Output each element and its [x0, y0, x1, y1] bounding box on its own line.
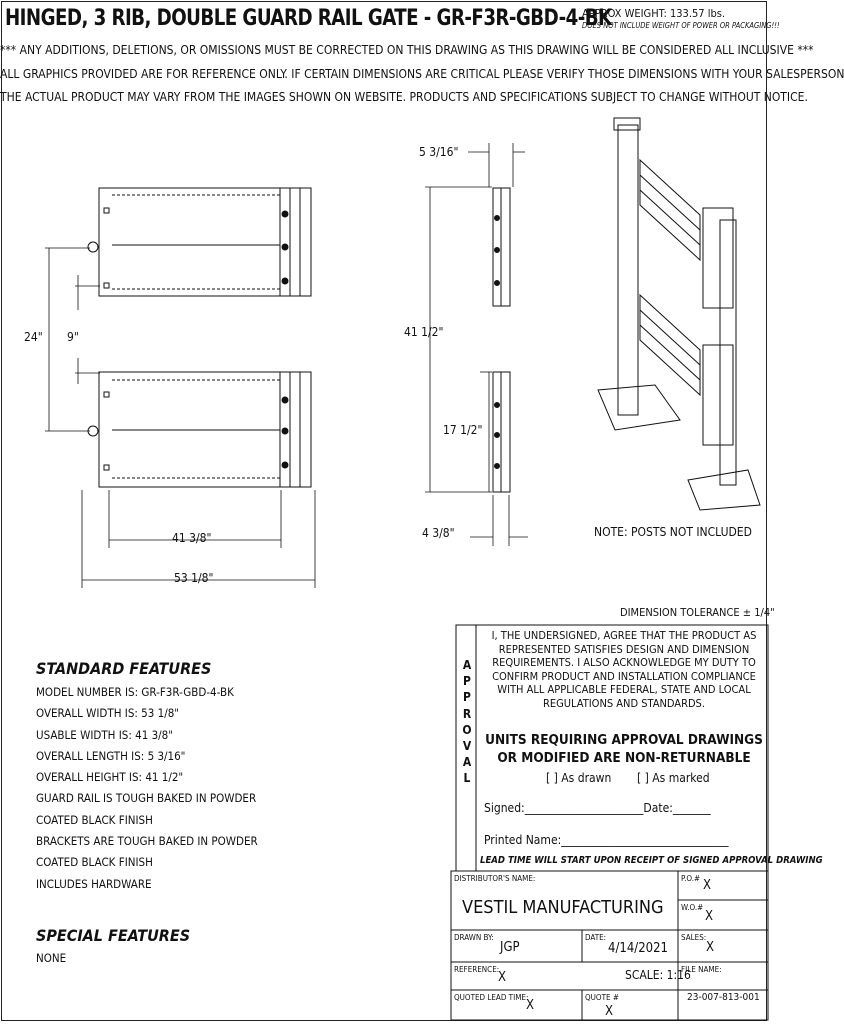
side-dimension-lines	[425, 143, 528, 546]
feature-item: BRACKETS ARE TOUGH BAKED IN POWDER	[36, 834, 258, 849]
iso-view	[598, 118, 760, 510]
feature-item: MODEL NUMBER IS: GR-F3R-GBD-4-BK	[36, 685, 234, 699]
standard-features-heading: STANDARD FEATURES	[36, 659, 212, 678]
feature-item: INCLUDES HARDWARE	[36, 876, 152, 891]
front-view-lower-rail	[88, 372, 311, 487]
posts-note: NOTE: POSTS NOT INCLUDED	[594, 525, 752, 539]
dim-5-3-16: 5 3/16"	[419, 145, 459, 159]
feature-item: COATED BLACK FINISH	[36, 812, 153, 827]
dim-4-3-8: 4 3/8"	[422, 526, 455, 540]
dim-41-1-2: 41 1/2"	[404, 325, 444, 339]
date-value: 4/14/2021	[608, 941, 668, 956]
disclaimer-line-3: THE ACTUAL PRODUCT MAY VARY FROM THE IMAGES SHOWN ON WEBSITE. PRODUCTS AND SPECIFICATIONS SUBJECT TO CHANGE WITHOUT NOTICE.	[0, 90, 808, 104]
distributor-label: DISTRIBUTOR'S NAME:	[454, 874, 536, 883]
file-name-label: FILE NAME:	[681, 965, 722, 974]
approval-warning: UNITS REQUIRING APPROVAL DRAWINGS OR MODIFIED ARE NON-RETURNABLE	[485, 732, 763, 766]
drawing-title: HINGED, 3 RIB, DOUBLE GUARD RAIL GATE - GR-F3R-GBD-4-BK	[5, 6, 612, 31]
as-drawn-checkbox[interactable]: [ ] As drawn	[546, 771, 612, 785]
approx-weight: APPROX WEIGHT: 133.57 lbs.	[582, 7, 726, 20]
feature-item: OVERALL LENGTH IS: 5 3/16"	[36, 748, 186, 763]
dim-17-1-2: 17 1/2"	[443, 423, 483, 437]
reference-label: REFERENCE:	[454, 965, 500, 974]
file-name-value: 23-007-813-001	[687, 992, 760, 1003]
feature-item: USABLE WIDTH IS: 41 3/8"	[36, 727, 173, 742]
dimension-tolerance: DIMENSION TOLERANCE ± 1/4"	[620, 606, 775, 619]
wo-label: W.O.#	[681, 903, 704, 912]
special-features-heading: SPECIAL FEATURES	[36, 926, 191, 945]
approval-letters: APPROVAL	[462, 658, 472, 786]
feature-item: OVERALL WIDTH IS: 53 1/8"	[36, 706, 180, 721]
approval-statement: I, THE UNDERSIGNED, AGREE THAT THE PRODUCT AS REPRESENTED SATISFIES DESIGN AND DIMENSION REQUIREMENTS. I ALSO ACKNOWLEDGE MY DUTY TO CONFIRM PRODUCT AND INSTALLATION COMPLIANCE WITH ALL APPLICABLE FEDERAL, STATE AND LOCAL REGULATIONS AND STANDARDS.	[491, 629, 757, 710]
dim-24: 24"	[24, 330, 43, 344]
sales-value: X	[706, 940, 715, 955]
sales-label: SALES:	[681, 933, 707, 942]
po-value: X	[703, 878, 712, 893]
date-label: DATE:	[585, 933, 607, 942]
lead-time-note: LEAD TIME WILL START UPON RECEIPT OF SIGNED APPROVAL DRAWING	[480, 855, 823, 866]
signature-line[interactable]: Signed:______________________Date:_______	[484, 801, 711, 815]
dim-41-3-8: 41 3/8"	[172, 531, 212, 545]
disclaimer-line-1: *** ANY ADDITIONS, DELETIONS, OR OMISSIONS MUST BE CORRECTED ON THIS DRAWING AS THIS DRAWING WILL BE CONSIDERED ALL INCLUSIVE ***	[0, 43, 814, 57]
disclaimer-line-2: ALL GRAPHICS PROVIDED ARE FOR REFERENCE ONLY. IF CERTAIN DIMENSIONS ARE CRITICAL PLEASE VERIFY THOSE DIMENSIONS WITH YOUR SALESPERSON	[0, 67, 844, 81]
drawn-by-value: JGP	[500, 940, 520, 955]
wo-value: X	[705, 909, 714, 924]
po-label: P.O.#	[681, 874, 701, 883]
distributor-name: VESTIL MANUFACTURING	[462, 897, 664, 918]
feature-item: GUARD RAIL IS TOUGH BAKED IN POWDER	[36, 791, 257, 806]
quote-value: X	[605, 1004, 614, 1019]
quoted-lead-time-value: X	[526, 998, 535, 1013]
weight-note: DOES NOT INCLUDE WEIGHT OF POWER OR PACKAGING!!!	[582, 21, 780, 30]
printed-name-line[interactable]: Printed Name:_______________________________	[484, 833, 729, 847]
approval-vertical-label	[460, 657, 474, 787]
front-view-upper-rail	[88, 188, 311, 296]
quoted-lead-time-label: QUOTED LEAD TIME:	[454, 993, 529, 1002]
quote-label: QUOTE #	[585, 993, 619, 1002]
special-feature-item: NONE	[36, 951, 67, 965]
drawn-by-label: DRAWN BY:	[454, 933, 494, 942]
feature-item: OVERALL HEIGHT IS: 41 1/2"	[36, 770, 184, 785]
standard-features-list	[36, 682, 258, 895]
reference-value: X	[498, 970, 507, 985]
side-view	[493, 188, 510, 492]
dim-9: 9"	[67, 330, 79, 344]
as-marked-checkbox[interactable]: [ ] As marked	[637, 771, 710, 785]
dim-53-1-8: 53 1/8"	[174, 571, 214, 585]
scale: SCALE: 1:16	[625, 968, 691, 982]
feature-item: COATED BLACK FINISH	[36, 855, 153, 870]
